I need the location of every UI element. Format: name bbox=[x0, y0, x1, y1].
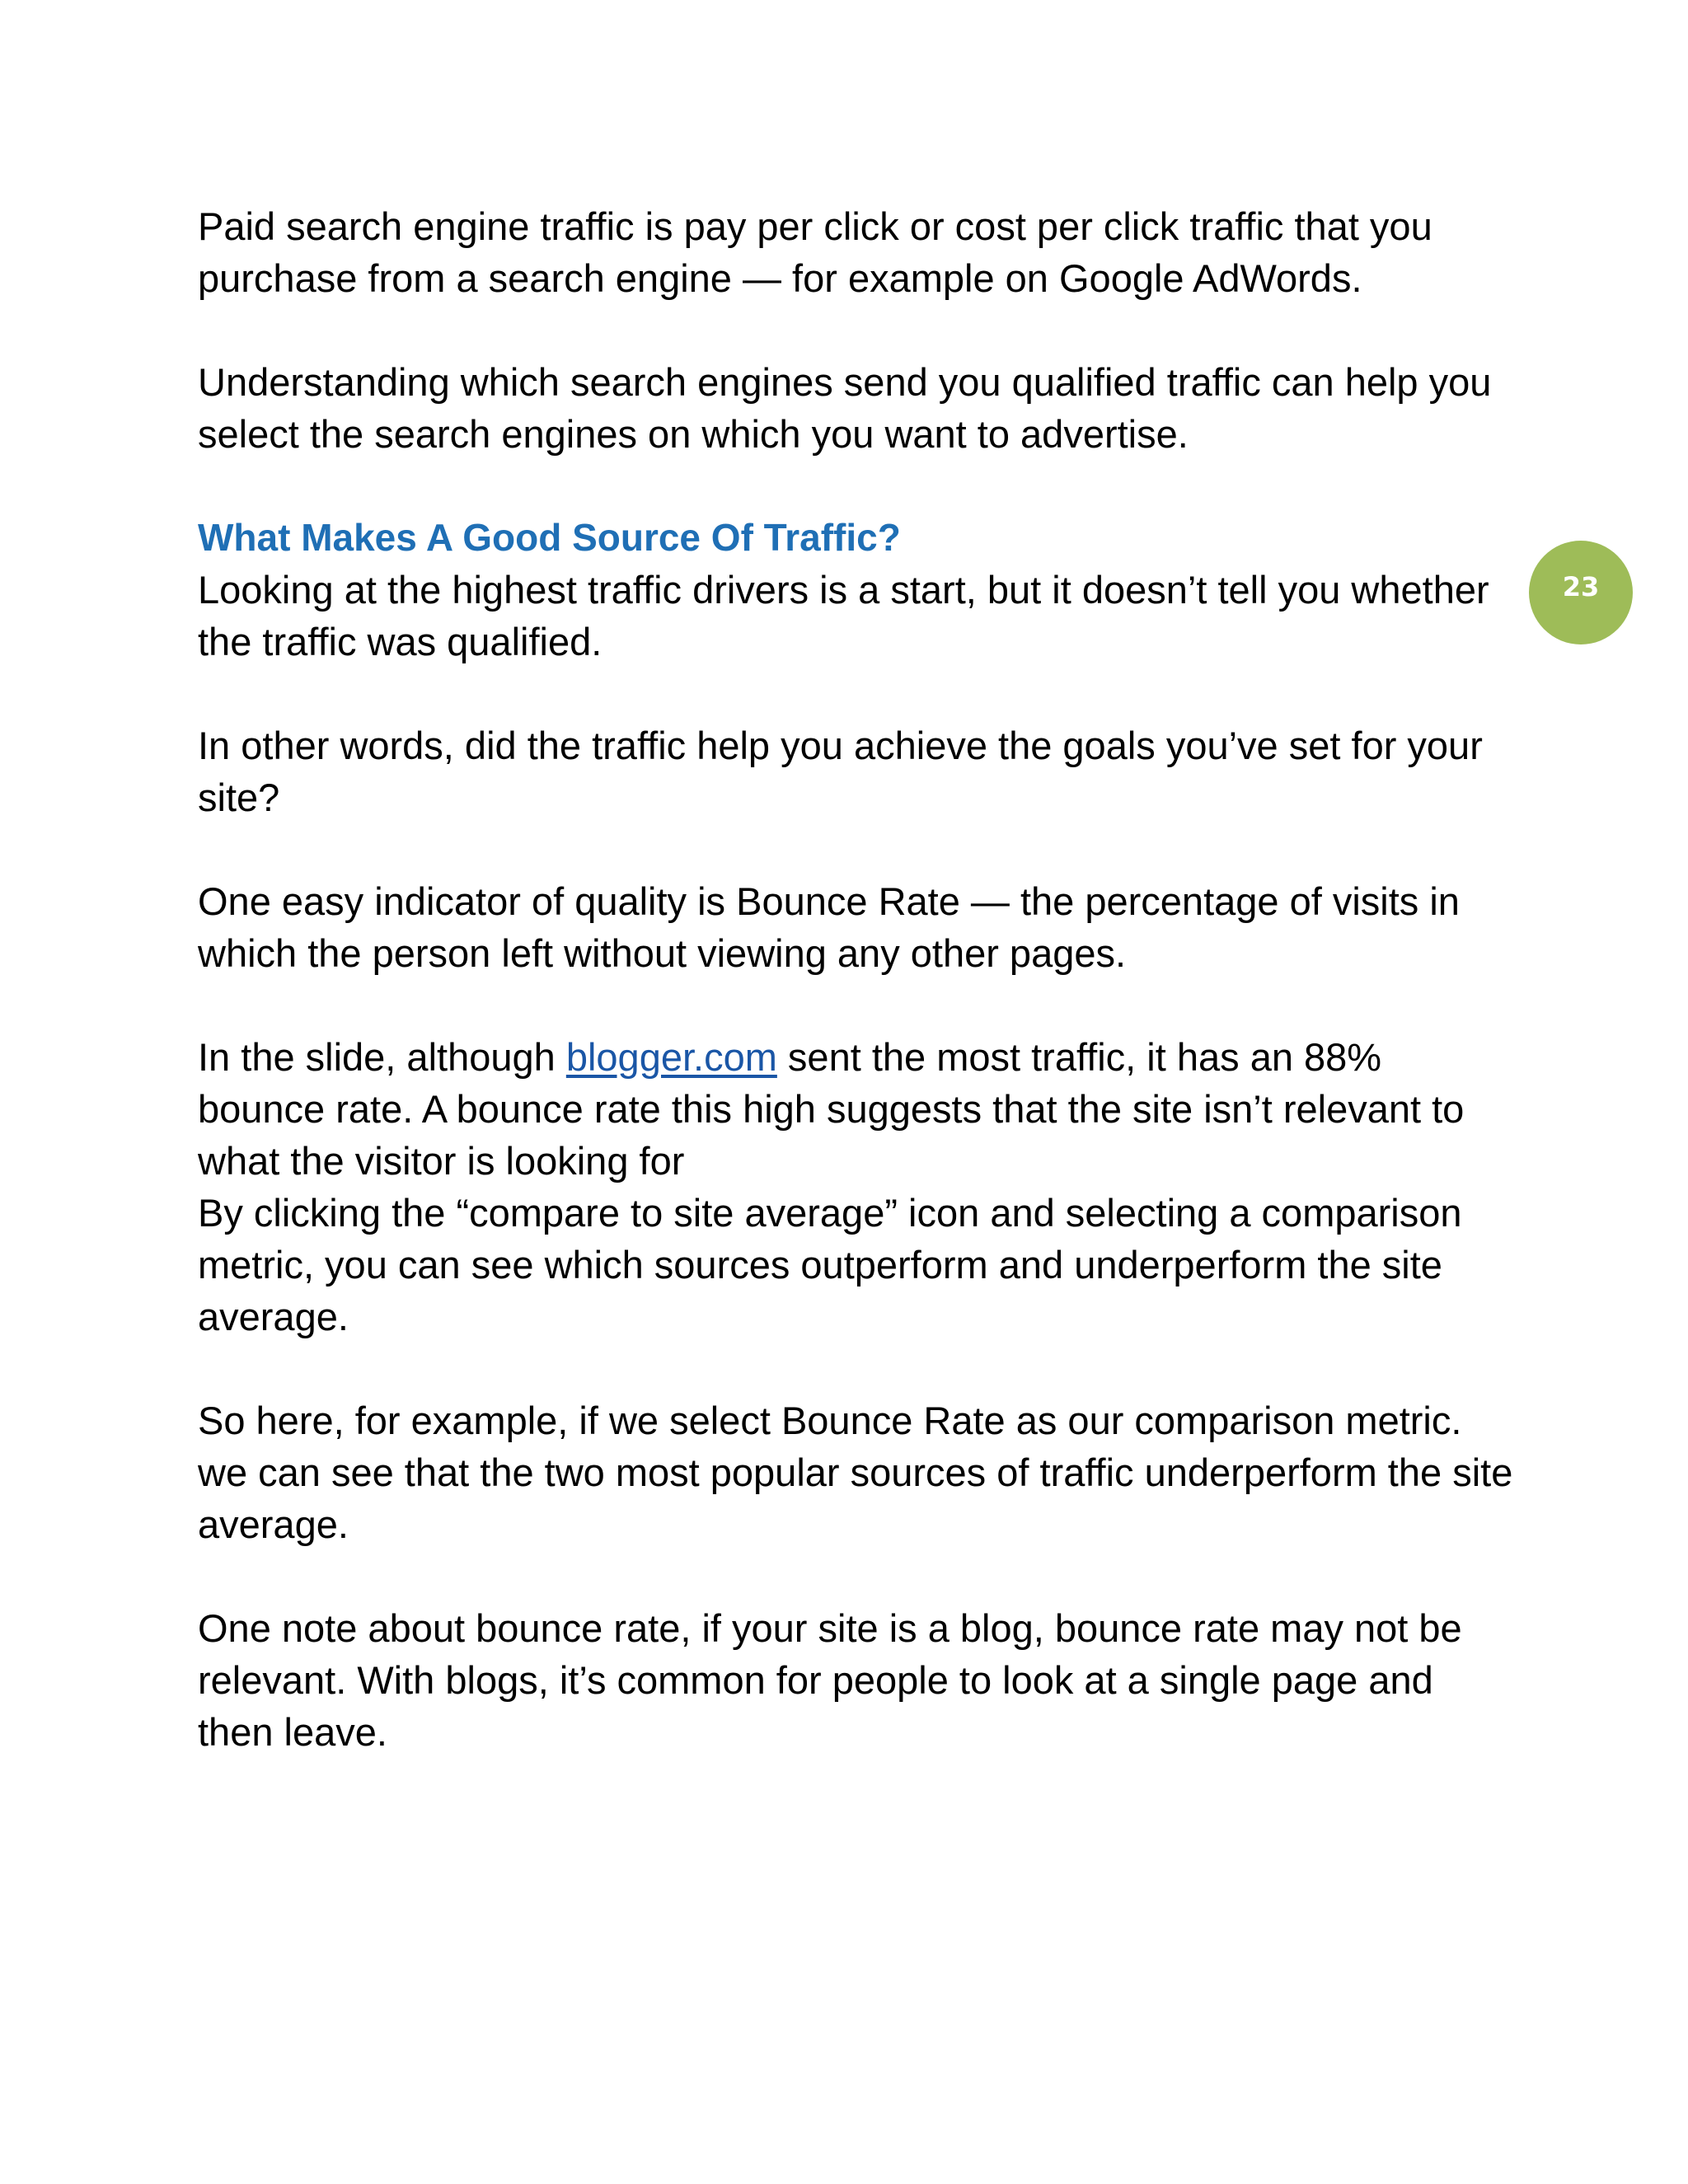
blogger-link[interactable]: blogger.com bbox=[565, 1035, 777, 1079]
paragraph-slide-example bbox=[198, 1031, 1517, 1187]
paragraph-compare-average: By clicking the “compare to site average” icon and selecting a comparison metric, you can see which sources outperform and underperform the site average. bbox=[198, 1191, 1462, 1338]
paragraph-goals: In other words, did the traffic help you achieve the goals you’ve set for your site? bbox=[198, 724, 1483, 819]
paragraph-traffic-drivers: Looking at the highest traffic drivers is a start, but it doesn’t tell you whether the traffic was qualified. bbox=[198, 568, 1489, 663]
paragraph-qualified-traffic: Understanding which search engines send you qualified traffic can help you select the search engines on which you want to advertise. bbox=[198, 360, 1492, 456]
paragraph-bounce-rate: One easy indicator of quality is Bounce Rate — the percentage of visits in which the person left without viewing any other pages. bbox=[198, 879, 1460, 975]
page-body bbox=[198, 200, 1517, 1810]
paragraph-blog-note: One note about bounce rate, if your site is a blog, bounce rate may not be relevant. With blogs, it’s common for people to look at a single page and then leave. bbox=[198, 1606, 1462, 1754]
slide-example-text-after: sent the most traffic, it has an 88% bounce rate. A bounce rate this high suggests that the site isn’t relevant to what the visitor is looking for bbox=[198, 1035, 1465, 1183]
paragraph-paid-search: Paid search engine traffic is pay per click or cost per click traffic that you purchase from a search engine — for example on Google AdWords. bbox=[198, 204, 1432, 300]
page-number: 23 bbox=[1562, 571, 1600, 602]
section-heading: What Makes A Good Source Of Traffic? bbox=[198, 516, 901, 559]
paragraph-comparison-metric: So here, for example, if we select Bounce Rate as our comparison metric. we can see that the two most popular sources of traffic underperform the site average. bbox=[198, 1399, 1513, 1546]
page-number-badge bbox=[1529, 541, 1633, 644]
slide-example-text-before: In the slide, although bbox=[198, 1035, 566, 1079]
